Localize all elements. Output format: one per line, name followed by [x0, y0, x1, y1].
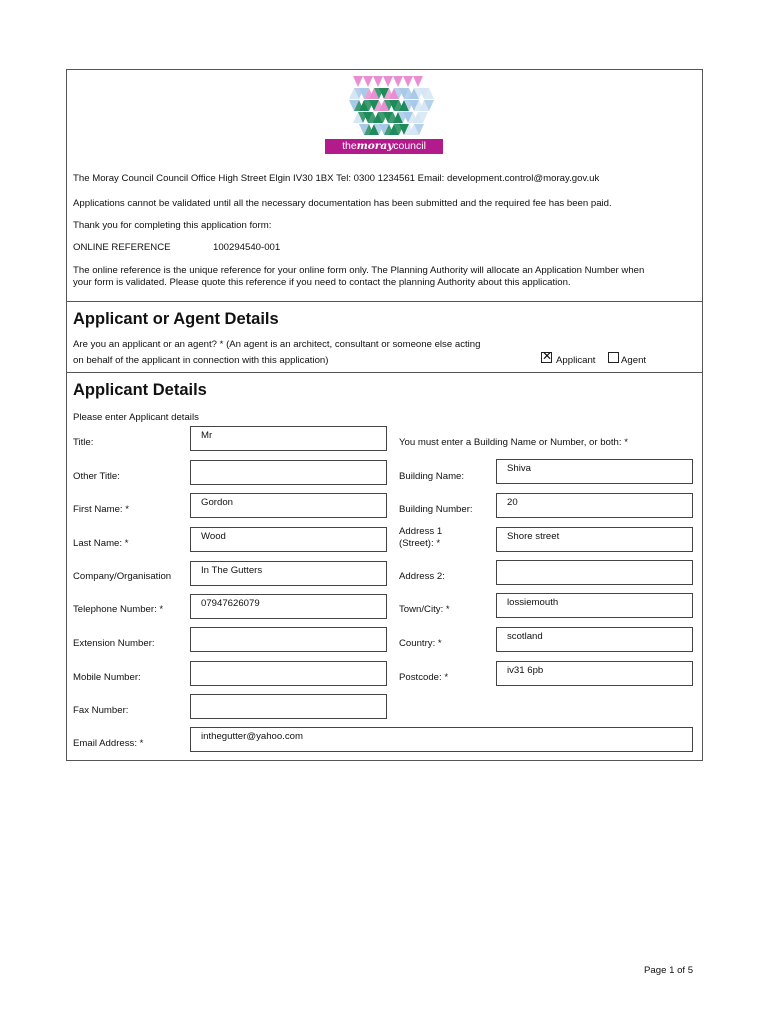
- agent-question: Are you an applicant or an agent? * (An agent is an architect, consultant or someone else acting: [73, 339, 481, 350]
- address-2-field[interactable]: [496, 560, 693, 585]
- thank-you-text: Thank you for completing this application form:: [73, 220, 272, 231]
- email-field[interactable]: inthegutter@yahoo.com: [190, 727, 693, 752]
- email-label: Email Address: *: [73, 738, 144, 749]
- logo-triangle: [403, 76, 413, 87]
- postcode-label: Postcode: *: [399, 672, 449, 683]
- telephone-field[interactable]: 07947626079: [190, 594, 387, 619]
- page-number: Page 1 of 5: [644, 965, 694, 976]
- mobile-label: Mobile Number:: [73, 672, 141, 683]
- postcode-field[interactable]: iv31 6pb: [496, 661, 693, 686]
- online-reference-label: ONLINE REFERENCE: [73, 242, 171, 253]
- agent-option-label: Agent: [621, 355, 647, 366]
- applicant-section-heading: Applicant Details: [73, 381, 207, 399]
- section-divider: [66, 301, 703, 302]
- building-number-label: Building Number:: [399, 504, 473, 515]
- title-label: Title:: [73, 437, 94, 448]
- extension-field[interactable]: [190, 627, 387, 652]
- last-name-field[interactable]: Wood: [190, 527, 387, 552]
- address-2-label: Address 2:: [399, 571, 445, 582]
- building-name-label: Building Name:: [399, 471, 465, 482]
- section-divider: [66, 372, 703, 373]
- company-field[interactable]: In The Gutters: [190, 561, 387, 586]
- mobile-field[interactable]: [190, 661, 387, 686]
- checked-x-icon: ✕: [542, 349, 553, 363]
- brand-wordmark: themoraycouncil: [325, 139, 443, 154]
- reference-note: [73, 265, 644, 288]
- logo-triangle: [363, 76, 373, 87]
- address-1-label: Address 1: [399, 526, 443, 537]
- other-title-field[interactable]: [190, 460, 387, 485]
- applicant-checkbox[interactable]: [541, 349, 553, 363]
- building-name-field[interactable]: Shiva: [496, 459, 693, 484]
- country-field[interactable]: scotland: [496, 627, 693, 652]
- telephone-label: Telephone Number: *: [73, 604, 164, 615]
- address-1-field[interactable]: Shore street: [496, 527, 693, 552]
- logo-triangle: [373, 76, 383, 87]
- town-city-field[interactable]: lossiemouth: [496, 593, 693, 618]
- applicant-option-label: Applicant: [556, 355, 596, 366]
- company-label: Company/Organisation: [73, 571, 172, 582]
- logo-triangle: [393, 76, 403, 87]
- first-name-label: First Name: *: [73, 504, 129, 515]
- online-reference-value: 100294540-001: [213, 242, 281, 253]
- agent-checkbox[interactable]: [608, 352, 619, 363]
- fax-label: Fax Number:: [73, 705, 129, 716]
- title-field[interactable]: Mr: [190, 426, 387, 451]
- logo-triangle: [383, 76, 393, 87]
- validation-note: Applications cannot be validated until all the necessary documentation has been submitted and the required fee has been paid.: [73, 198, 612, 209]
- extension-label: Extension Number:: [73, 638, 155, 649]
- logo-triangle: [413, 76, 423, 87]
- agent-section-heading: Applicant or Agent Details: [73, 310, 279, 328]
- logo-triangle: [353, 76, 363, 87]
- other-title-label: Other Title:: [73, 471, 120, 482]
- first-name-field[interactable]: Gordon: [190, 493, 387, 518]
- reference-note-line: your form is validated. Please quote this reference if you need to contact the planning Authority about this application.: [73, 276, 571, 288]
- building-number-field[interactable]: 20: [496, 493, 693, 518]
- last-name-label: Last Name: *: [73, 538, 129, 549]
- fax-field[interactable]: [190, 694, 387, 719]
- applicant-intro: Please enter Applicant details: [73, 412, 199, 423]
- address-1-label-street: (Street): *: [399, 538, 441, 549]
- council-address: The Moray Council Council Office High Street Elgin IV30 1BX Tel: 0300 1234561 Email: development.control@moray.gov.uk: [73, 173, 600, 184]
- town-city-label: Town/City: *: [399, 604, 450, 615]
- country-label: Country: *: [399, 638, 442, 649]
- agent-question-line-2: on behalf of the applicant in connection with this application): [73, 355, 329, 366]
- address-requirement-note: You must enter a Building Name or Number, or both: *: [399, 437, 628, 448]
- reference-note-line: The online reference is the unique reference for your online form only. The Planning Authority will allocate an Application Number when: [73, 265, 645, 276]
